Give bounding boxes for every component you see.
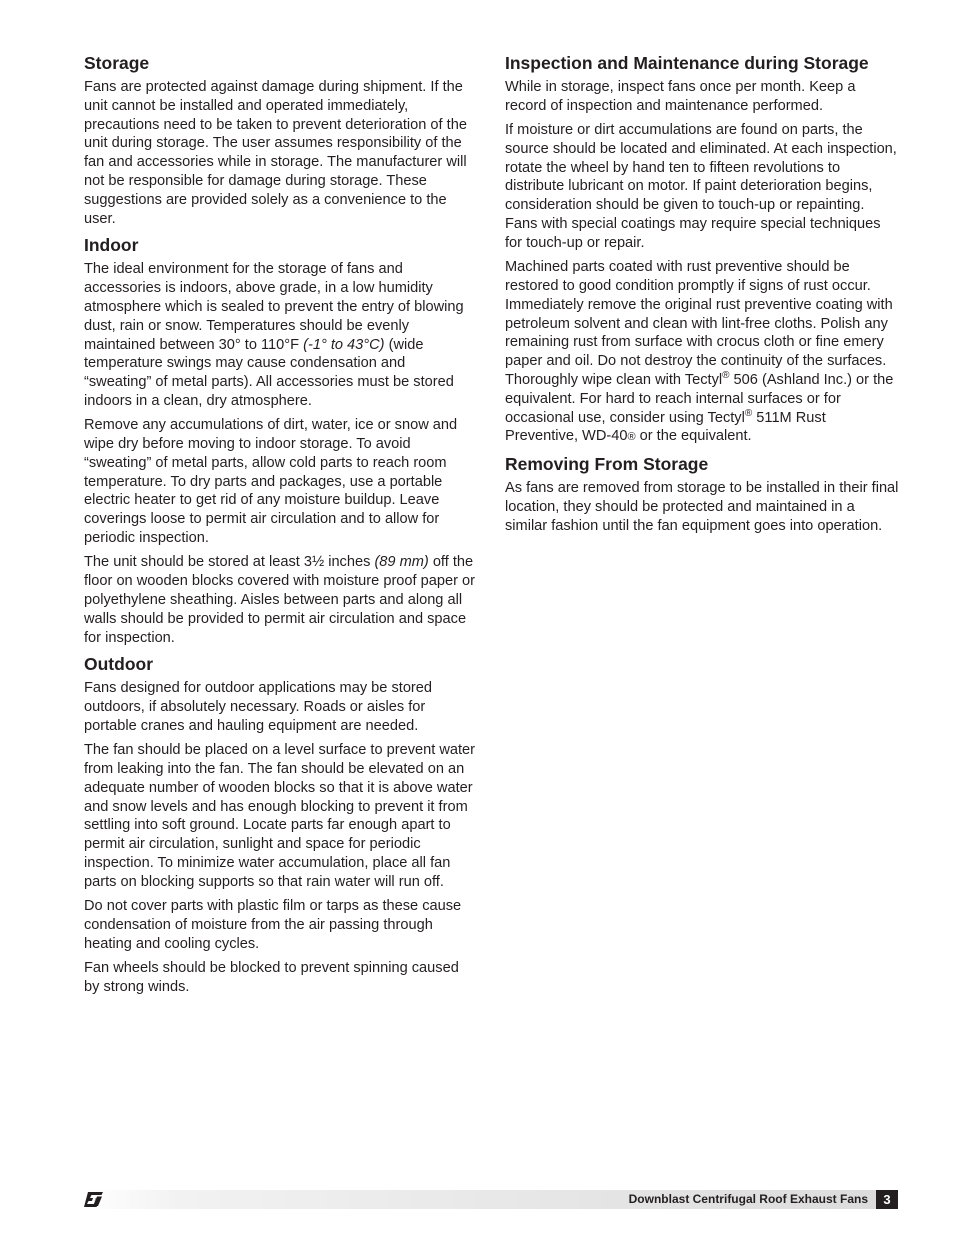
greenheck-logo-icon — [84, 1191, 104, 1208]
page-footer — [84, 1190, 898, 1209]
text-run: 506 (Ashland Inc.) or the equivalent. For hard to reach internal surfaces or for occasional use, consider using Tectyl — [505, 371, 894, 426]
right-column — [505, 52, 900, 542]
heading-inspection: Inspection and Maintenance during Storage — [505, 53, 869, 73]
section-indoor — [84, 234, 476, 647]
outdoor-paragraph-4: Fan wheels should be blocked to prevent spinning caused by strong winds. — [84, 959, 459, 995]
text-run: Machined parts coated with rust preventive should be restored to good condition promptly if signs of rust occur. Immediately remove the original rust preventive coating with petroleum solvent and clean with lint-free cloths. Polish any remaining rust from surface with crocus cloth or fine emery paper and oil. Do not destroy the continuity of the surfaces. Thoroughly wipe clean with Tectyl — [505, 259, 893, 388]
outdoor-paragraph-2: The fan should be placed on a level surface to prevent water from leaking into the fan. The fan should be elevated on an adequate number of wooden blocks so that it is above water and snow levels and has enough blocking to prevent it from settling into soft ground. Locate parts far enough apart to permit air circulation, sunlight and space for periodic inspection. To minimize water accumulation, place all fan parts on blocking supports so that rain water will run off. — [84, 742, 476, 890]
text-run: The unit should be stored at least 3½ inches — [84, 554, 375, 571]
text-run: The ideal environment for the storage of fans and accessories is indoors, above grade, in a low humidity atmosphere which is sealed to prevent the entry of blowing dust, rain or snow. Temperatures should be evenly maintained between 30° to 110°F — [84, 261, 464, 353]
registered-mark: ® — [722, 370, 730, 382]
page-number: 3 — [876, 1190, 898, 1209]
registered-mark: ® — [627, 431, 636, 444]
left-column — [84, 52, 476, 1003]
section-inspection — [505, 52, 900, 447]
indoor-paragraph-3 — [84, 553, 476, 647]
heading-removing: Removing From Storage — [505, 454, 709, 475]
text-run: 511M Rust Preventive, WD-40 — [505, 409, 826, 445]
removing-paragraph: As fans are removed from storage to be installed in their final location, they should be protected and maintained in a similar fashion until the fan equipment goes into operation. — [505, 480, 899, 534]
registered-mark: ® — [744, 407, 753, 419]
outdoor-paragraph-1: Fans designed for outdoor applications may be stored outdoors, if absolutely necessary. Roads or aisles for portable cranes and hauling equipment are needed. — [84, 680, 433, 734]
height-metric: (89 mm) — [374, 554, 429, 571]
outdoor-paragraph-3: Do not cover parts with plastic film or tarps as these cause condensation of moisture from the air passing through heating and cooling cycles. — [84, 898, 462, 952]
section-outdoor — [84, 653, 476, 996]
document-title: Downblast Centrifugal Roof Exhaust Fans — [628, 1192, 868, 1206]
heading-outdoor: Outdoor — [84, 654, 154, 675]
storage-paragraph: Fans are protected against damage during shipment. If the unit cannot be installed and operated immediately, precautions need to be taken to prevent deterioration of the unit during storage. The user assumes responsibility of the fan and accessories while in storage. The manufacturer will not be responsible for damage during storage. These suggestions are provided solely as a convenience to the user. — [84, 79, 467, 227]
text-run: off the floor on wooden blocks covered with moisture proof paper or polyethylene sheathing. Aisles between parts and along all walls should be provided to permit air circulation and space for inspection. — [84, 554, 475, 646]
inspection-paragraph-3 — [505, 258, 900, 447]
section-removing — [505, 453, 900, 535]
heading-storage: Storage — [84, 53, 150, 73]
text-run: or the equivalent. — [635, 428, 752, 445]
indoor-paragraph-1 — [84, 260, 476, 410]
heading-indoor: Indoor — [84, 235, 139, 256]
section-storage — [84, 52, 476, 228]
temperature-metric: (-1° to 43°C) — [303, 336, 385, 353]
inspection-paragraph-1: While in storage, inspect fans once per month. Keep a record of inspection and maintenance performed. — [505, 79, 856, 114]
inspection-paragraph-2: If moisture or dirt accumulations are found on parts, the source should be located and eliminated. At each inspection, rotate the wheel by hand ten to fifteen revolutions to distribute lubricant on motor. If paint deterioration begins, consideration should be given to touch-up or repainting. Fans with special coatings may require special techniques for touch-up or repair. — [505, 122, 897, 251]
indoor-paragraph-2: Remove any accumulations of dirt, water, ice or snow and wipe dry before moving to indoor storage. To avoid “sweating” of metal parts, allow cold parts to reach room temperature. To dry parts and packages, use a portable electric heater to get rid of any moisture buildup. Leave coverings loose to permit air circulation and to allow for periodic inspection. — [84, 417, 458, 547]
text-run: (wide temperature swings may cause condensation and “sweating” of metal parts). All accessories must be stored indoors in a clean, dry atmosphere. — [84, 336, 454, 409]
